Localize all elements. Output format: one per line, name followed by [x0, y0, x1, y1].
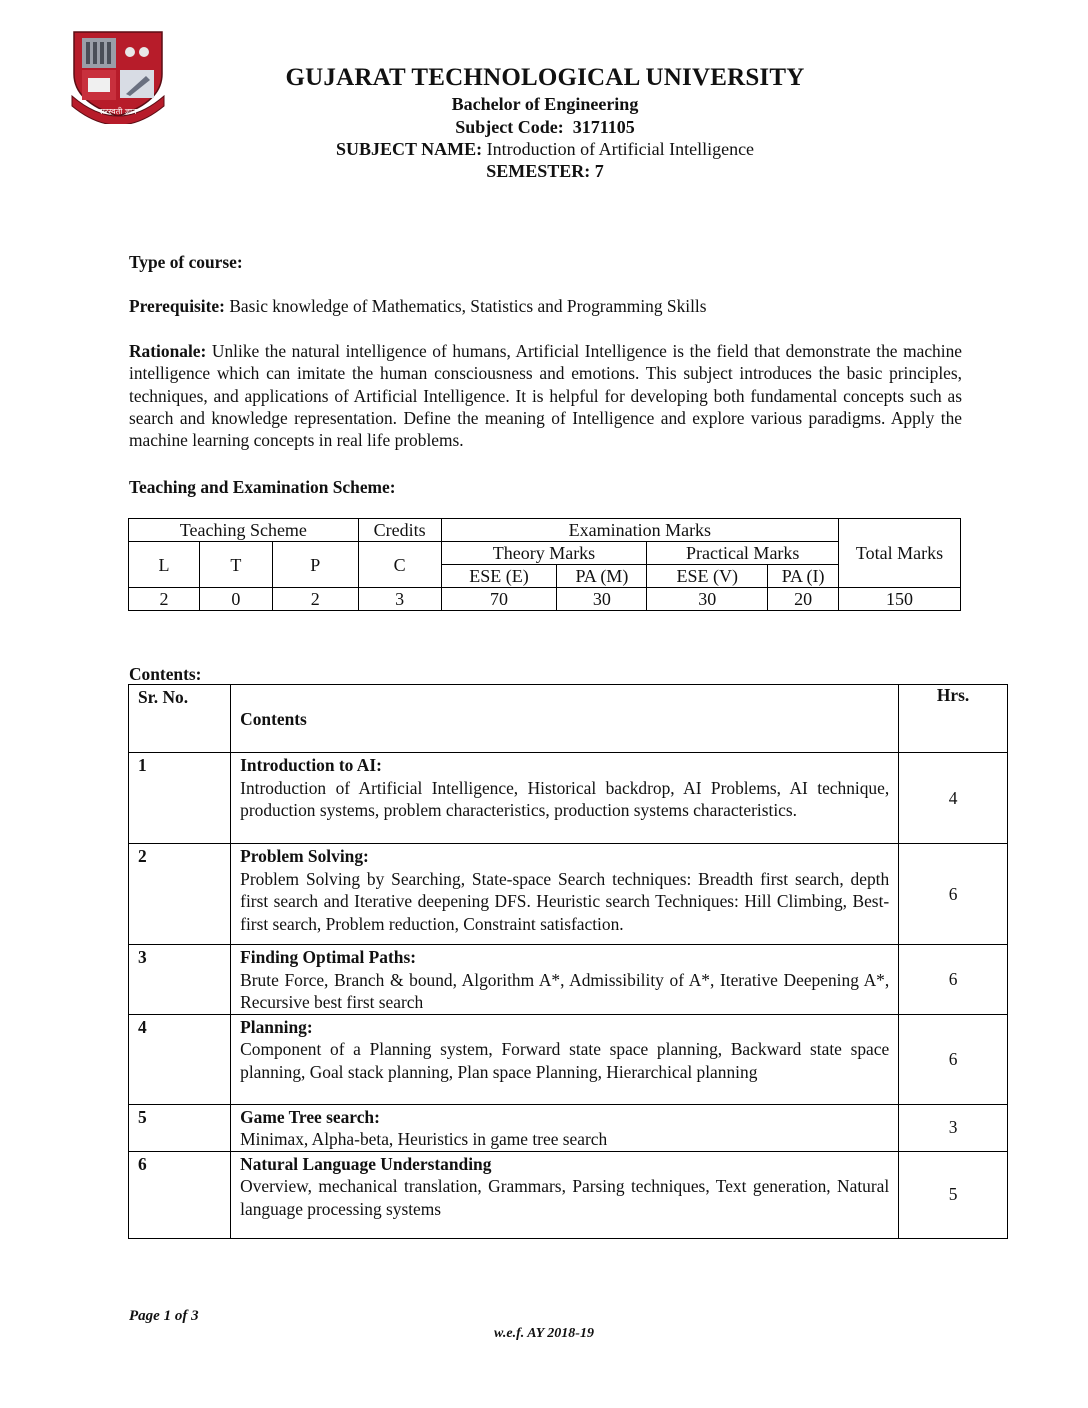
subject-name-label: SUBJECT NAME:	[335, 139, 483, 159]
row-title: Finding Optimal Paths:	[240, 947, 417, 967]
subject-code-label: Subject Code:	[455, 117, 564, 137]
total-marks-header: Total Marks	[839, 519, 961, 588]
practical-marks-header: Practical Marks	[647, 542, 839, 565]
col-pa-m: PA (M)	[557, 565, 647, 588]
table-row	[129, 1014, 1008, 1104]
row-text: Overview, mechanical translation, Grammars, Parsing techniques, Text generation, Natural language processing systems	[240, 1176, 890, 1219]
semester-line	[180, 161, 910, 182]
table-row	[129, 844, 1008, 945]
col-c: C	[358, 542, 441, 588]
row-content	[231, 945, 899, 1015]
prerequisite-label: Prerequisite:	[129, 296, 225, 316]
gtu-crest-icon	[66, 24, 170, 124]
row-sr: 5	[129, 1104, 231, 1151]
semester-value: 7	[594, 161, 604, 181]
subject-name-line	[180, 139, 910, 160]
credits-header: Credits	[358, 519, 441, 542]
col-ese-v: ESE (V)	[647, 565, 768, 588]
row-content	[231, 1014, 899, 1104]
type-of-course-label: Type of course:	[129, 252, 243, 272]
row-sr: 6	[129, 1151, 231, 1238]
row-text: Minimax, Alpha-beta, Heuristics in game tree search	[240, 1129, 608, 1149]
scheme-table	[128, 518, 961, 611]
scheme-heading	[129, 476, 962, 498]
value-c: 3	[358, 588, 441, 611]
value-ese-v: 30	[647, 588, 768, 611]
type-of-course	[129, 251, 962, 273]
subject-code: 3171105	[572, 117, 635, 137]
semester-label: SEMESTER:	[486, 161, 591, 181]
scheme-values-row	[129, 588, 961, 611]
rationale-label: Rationale:	[129, 341, 207, 361]
col-sr-no: Sr. No.	[129, 685, 231, 753]
row-hrs: 6	[899, 945, 1008, 1015]
table-row	[129, 1151, 1008, 1238]
value-l: 2	[129, 588, 200, 611]
col-contents: Contents	[231, 685, 899, 753]
contents-heading-label: Contents:	[129, 664, 202, 684]
university-logo	[66, 24, 170, 124]
value-p: 2	[272, 588, 358, 611]
col-l: L	[129, 542, 200, 588]
contents-heading	[129, 663, 962, 685]
university-name: GUJARAT TECHNOLOGICAL UNIVERSITY	[285, 64, 805, 91]
teaching-scheme-header: Teaching Scheme	[129, 519, 359, 542]
row-title: Introduction to AI:	[240, 755, 382, 775]
rationale-text: Unlike the natural intelligence of humans, Artificial Intelligence is the field that demonstrate the machine intelligence which can imitate the human consciousness and emotions. This subject introduces the basic principles, techniques, and applications of Artificial Intelligence. It is helpful for developing both fundamental concepts such as search and knowledge representation. Define the meaning of Intelligence and explore various paradigms. Apply the machine learning concepts in real life problems.	[129, 341, 962, 451]
contents-table	[128, 684, 1008, 1239]
row-hrs: 6	[899, 844, 1008, 945]
col-p: P	[272, 542, 358, 588]
col-ese-e: ESE (E)	[441, 565, 557, 588]
theory-marks-header: Theory Marks	[441, 542, 647, 565]
row-sr: 2	[129, 844, 231, 945]
row-sr: 1	[129, 753, 231, 844]
value-ese-e: 70	[441, 588, 557, 611]
table-row	[129, 945, 1008, 1015]
degree-name: Bachelor of Engineering	[451, 94, 639, 114]
row-title: Planning:	[240, 1016, 313, 1037]
contents-header-row	[129, 685, 1008, 753]
col-hrs: Hrs.	[899, 685, 1008, 753]
row-content	[231, 1151, 899, 1238]
subject-code-line	[180, 117, 910, 138]
row-hrs: 3	[899, 1104, 1008, 1151]
prerequisite-text: Basic knowledge of Mathematics, Statistics and Programming Skills	[229, 296, 707, 316]
table-row	[129, 1104, 1008, 1151]
rationale	[129, 340, 962, 451]
row-title: Game Tree search:	[240, 1106, 380, 1127]
row-hrs: 4	[899, 753, 1008, 844]
row-text: Component of a Planning system, Forward state space planning, Backward state space planning, Goal stack planning, Plan space Planning, Hierarchical planning	[240, 1039, 890, 1082]
row-title: Problem Solving:	[240, 846, 369, 866]
row-content	[231, 844, 899, 945]
row-title: Natural Language Understanding	[240, 1153, 492, 1174]
value-t: 0	[199, 588, 272, 611]
row-sr: 3	[129, 945, 231, 1015]
row-text: Brute Force, Branch & bound, Algorithm A*, Admissibility of A*, Iterative Deepening A*, Recursive best first search	[240, 969, 890, 1012]
page-number: Page 1 of 3	[129, 1308, 199, 1324]
row-text: Introduction of Artificial Intelligence, Historical backdrop, AI Problems, AI technique, production systems, problem characteristics, production systems characteristics.	[240, 777, 890, 820]
col-pa-i: PA (I)	[768, 565, 839, 588]
scheme-heading-label: Teaching and Examination Scheme:	[129, 477, 396, 497]
subject-name: Introduction of Artificial Intelligence	[486, 139, 755, 159]
exam-marks-header: Examination Marks	[441, 519, 838, 542]
value-total: 150	[839, 588, 961, 611]
prerequisite	[129, 295, 962, 317]
value-pa-i: 20	[768, 588, 839, 611]
svg-text:सरस्वती ज्ञान: सरस्वती ज्ञान	[99, 107, 137, 116]
row-text: Problem Solving by Searching, State-space Search techniques: Breadth first search, depth first search and Iterative deepening DFS. Heuristic search Techniques: Hill Climbing, Best-first search, Problem reduction, Constraint satisfaction.	[240, 868, 890, 934]
effective-date: w.e.f. AY 2018-19	[494, 1326, 594, 1341]
row-hrs: 5	[899, 1151, 1008, 1238]
value-pa-m: 30	[557, 588, 647, 611]
row-hrs: 6	[899, 1014, 1008, 1104]
table-row	[129, 753, 1008, 844]
row-content	[231, 1104, 899, 1151]
row-content	[231, 753, 899, 844]
row-sr: 4	[129, 1014, 231, 1104]
col-t: T	[199, 542, 272, 588]
